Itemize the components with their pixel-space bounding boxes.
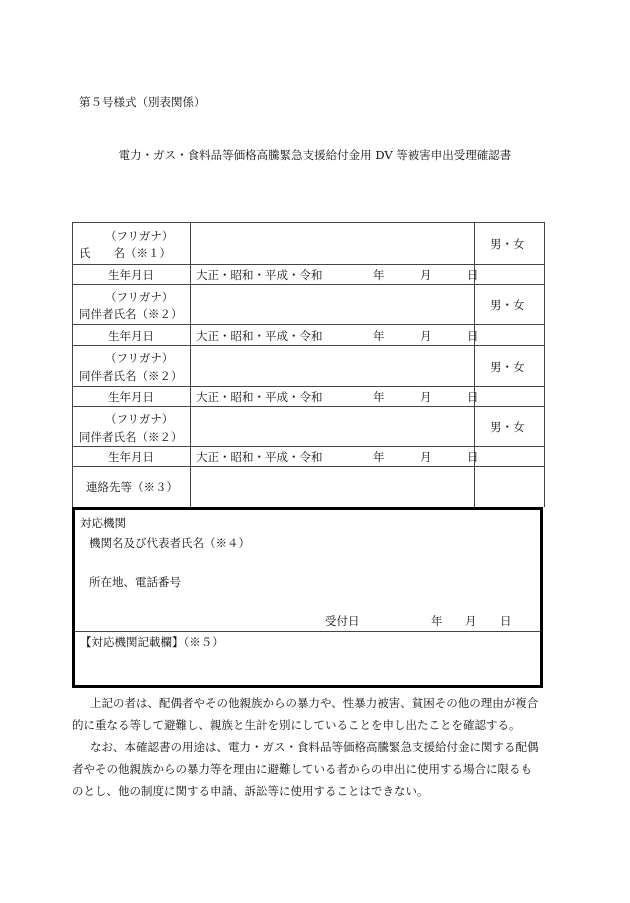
year-label: 年 — [373, 390, 385, 404]
furigana-label: （フリガナ） — [105, 351, 174, 365]
birthdate-label: 生年月日 — [108, 390, 154, 404]
gender-select[interactable]: 男・女 — [490, 237, 525, 251]
era-select[interactable]: 大正・昭和・平成・令和 — [196, 268, 323, 282]
companion-name-field[interactable] — [190, 345, 474, 386]
agency-name-label: 機関名及び代表者氏名（※４） — [89, 536, 250, 550]
era-select[interactable]: 大正・昭和・平成・令和 — [196, 329, 323, 343]
agency-address-label: 所在地、電話番号 — [89, 575, 181, 589]
day-label: 日 — [467, 329, 479, 343]
year-label: 年 — [373, 450, 385, 464]
name-label: 氏 名（※１） — [79, 246, 171, 260]
agency-divider — [75, 631, 540, 632]
confirmation-paragraph — [72, 692, 548, 736]
received-date-label: 受付日 — [325, 614, 360, 628]
gender-select[interactable]: 男・女 — [490, 360, 525, 374]
agency-box — [72, 507, 543, 688]
usage-paragraph — [72, 736, 548, 802]
era-select[interactable]: 大正・昭和・平成・令和 — [196, 450, 323, 464]
received-year-label: 年 — [431, 614, 443, 628]
furigana-label: （フリガナ） — [105, 229, 174, 243]
paragraph-line: のとし、他の制度に関する申請、訴訟等に使用することはできない。 — [72, 784, 429, 798]
contact-field[interactable] — [190, 466, 474, 507]
document-title: 電力・ガス・食料品等価格高騰緊急支援給付金用 DV 等被害申出受理確認書 — [118, 148, 512, 162]
furigana-label: （フリガナ） — [105, 412, 174, 426]
paragraph-line: 者やその他親族からの暴力等を理由に避難している者からの申出に使用する場合に限るも — [72, 762, 532, 776]
agency-notes-label: 【対応機関記載欄】（※５） — [80, 635, 224, 649]
year-label: 年 — [373, 268, 385, 282]
name-field[interactable] — [187, 222, 474, 264]
year-label: 年 — [373, 329, 385, 343]
birthdate-label: 生年月日 — [108, 268, 154, 282]
gender-select[interactable]: 男・女 — [490, 298, 525, 312]
companion-name-label: 同伴者氏名（※２） — [79, 307, 183, 321]
month-label: 月 — [420, 390, 432, 404]
companion-name-label: 同伴者氏名（※２） — [79, 369, 183, 383]
paragraph-line: 上記の者は、配偶者やその他親族からの暴力や、性暴力被害、貧困その他の理由が複合 — [90, 696, 539, 710]
month-label: 月 — [420, 268, 432, 282]
companion-name-label: 同伴者氏名（※２） — [79, 430, 183, 444]
gender-select[interactable]: 男・女 — [490, 420, 525, 434]
birthdate-label: 生年月日 — [108, 450, 154, 464]
form-number: 第５号様式（別表関係） — [79, 95, 206, 109]
companion-name-field[interactable] — [190, 284, 474, 324]
received-day-label: 日 — [500, 614, 512, 628]
companion-name-field[interactable] — [190, 406, 474, 446]
day-label: 日 — [467, 450, 479, 464]
received-month-label: 月 — [465, 614, 477, 628]
agency-heading: 対応機関 — [80, 516, 126, 530]
paragraph-line: なお、本確認書の用途は、電力・ガス・食料品等価格高騰緊急支援給付金に関する配偶 — [90, 740, 539, 754]
day-label: 日 — [467, 390, 479, 404]
contact-label: 連絡先等（※３） — [86, 480, 178, 494]
era-select[interactable]: 大正・昭和・平成・令和 — [196, 390, 323, 404]
month-label: 月 — [420, 329, 432, 343]
month-label: 月 — [420, 450, 432, 464]
birthdate-label: 生年月日 — [108, 329, 154, 343]
paragraph-line: 的に重なる等して避難し、親族と生計を別にしていることを申し出たことを確認する。 — [72, 718, 521, 732]
furigana-label: （フリガナ） — [105, 290, 174, 304]
day-label: 日 — [467, 268, 479, 282]
